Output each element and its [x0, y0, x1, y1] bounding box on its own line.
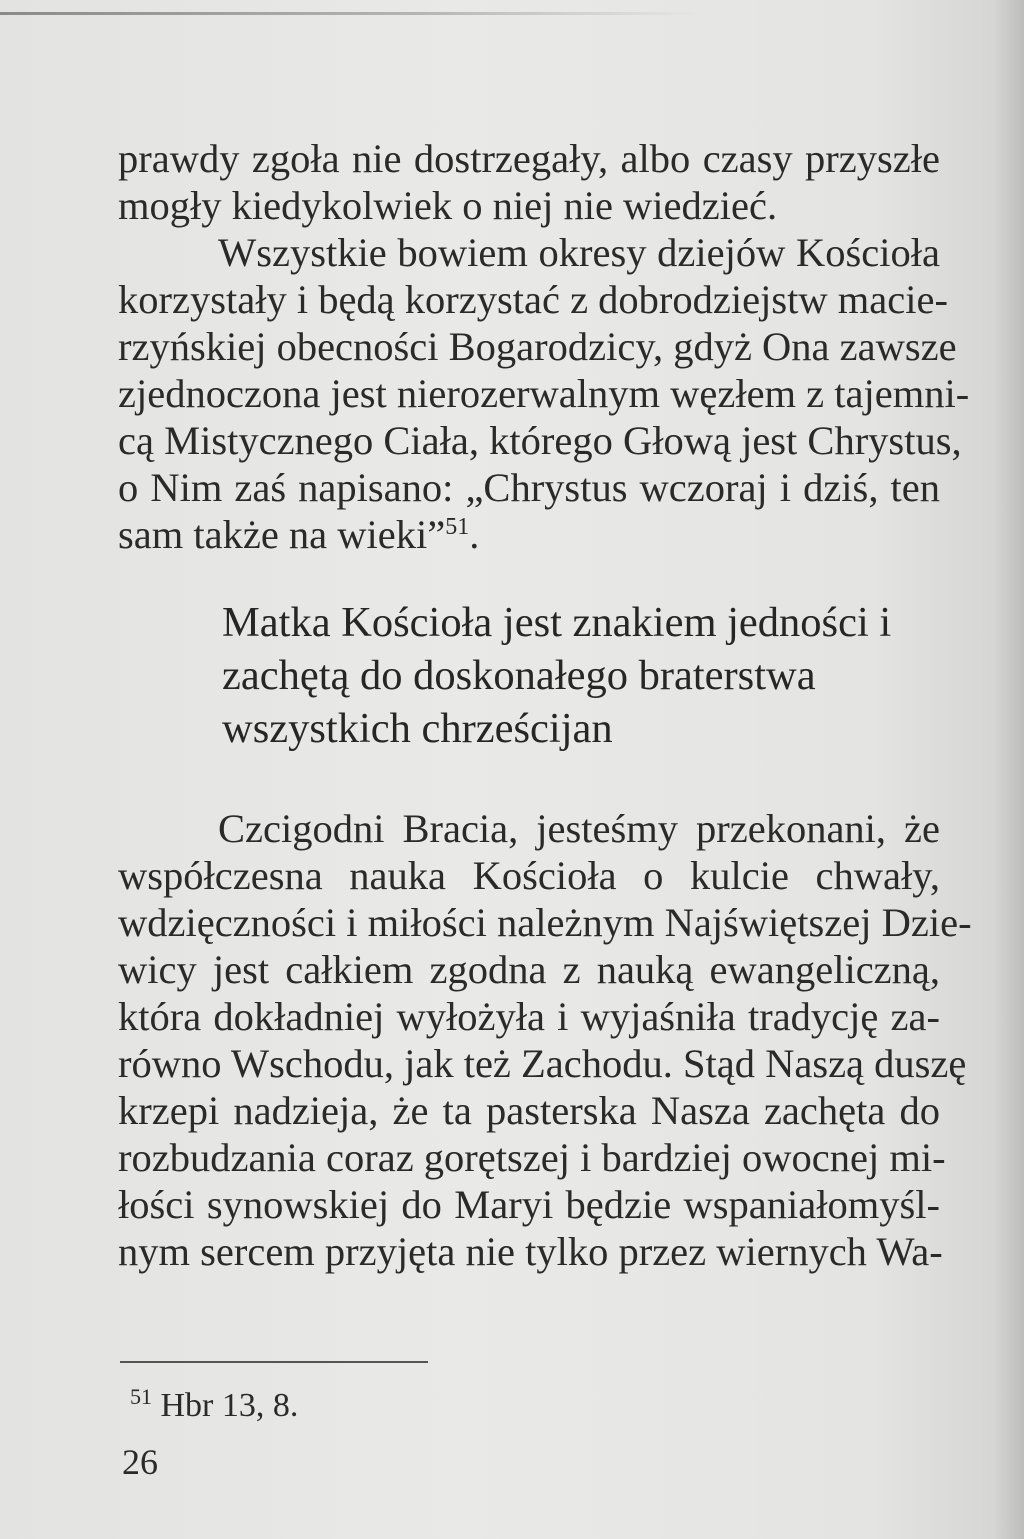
text-line: o Nim zaś napisano: „Chrystus wczoraj i dziś, ten — [118, 465, 940, 510]
footnote — [130, 1386, 298, 1426]
text-line: która dokładniej wyłożyła i wyjaśniła tradycję za- — [118, 994, 940, 1039]
text-line: równo Wschodu, jak też Zachodu. Stąd Naszą duszę — [118, 1041, 967, 1086]
body-text-top — [118, 135, 970, 558]
text-line: zjednoczona jest nierozerwalnym węzłem z tajemni- — [118, 371, 970, 416]
text-line: wicy jest całkiem zgodna z nauką ewangeliczną, — [118, 947, 940, 992]
footnote-divider — [120, 1361, 428, 1363]
text-line: Czcigodni Bracia, jesteśmy przekonani, że — [218, 806, 940, 851]
heading-line: Matka Kościoła jest znakiem jedności i — [222, 599, 892, 646]
text-line-with-footnote — [118, 511, 940, 558]
text-line: korzystały i będą korzystać z dobrodziejstw macie- — [118, 277, 948, 322]
text-fragment: sam także na wieki” — [118, 512, 446, 557]
footnote-text: Hbr 13, 8. — [152, 1387, 299, 1424]
body-text-bottom — [118, 805, 972, 1275]
heading-line: wszystkich chrześcijan — [222, 705, 613, 752]
footnote-reference: 51 — [445, 514, 470, 540]
top-edge-rule — [0, 12, 700, 15]
text-line: mogły kiedykolwiek o niej nie wiedzieć. — [118, 183, 778, 228]
footnote-number: 51 — [130, 1384, 152, 1409]
page-number: 26 — [122, 1442, 158, 1482]
text-line: wdzięczności i miłości należnym Najświętszej Dzie- — [118, 900, 972, 945]
text-line: prawdy zgoła nie dostrzegały, albo czasy przyszłe — [118, 136, 940, 181]
section-heading — [222, 596, 891, 755]
text-line: łości synowskiej do Maryi będzie wspaniałomyśl- — [118, 1182, 940, 1227]
text-line: Wszystkie bowiem okresy dziejów Kościoła — [218, 230, 940, 275]
text-fragment: . — [469, 512, 480, 557]
heading-line: zachętą do doskonałego braterstwa — [222, 652, 816, 699]
text-line: nym sercem przyjęta nie tylko przez wiernych Wa- — [118, 1229, 943, 1274]
text-line: cą Mistycznego Ciała, którego Głową jest Chrystus, — [118, 418, 962, 463]
text-line: współczesna nauka Kościoła o kulcie chwały, — [118, 853, 940, 898]
text-line: rozbudzania coraz gorętszej i bardziej owocnej mi- — [118, 1135, 946, 1180]
text-line: krzepi nadzieja, że ta pasterska Nasza zachęta do — [118, 1088, 940, 1133]
text-line: rzyńskiej obecności Bogarodzicy, gdyż Ona zawsze — [118, 324, 957, 369]
